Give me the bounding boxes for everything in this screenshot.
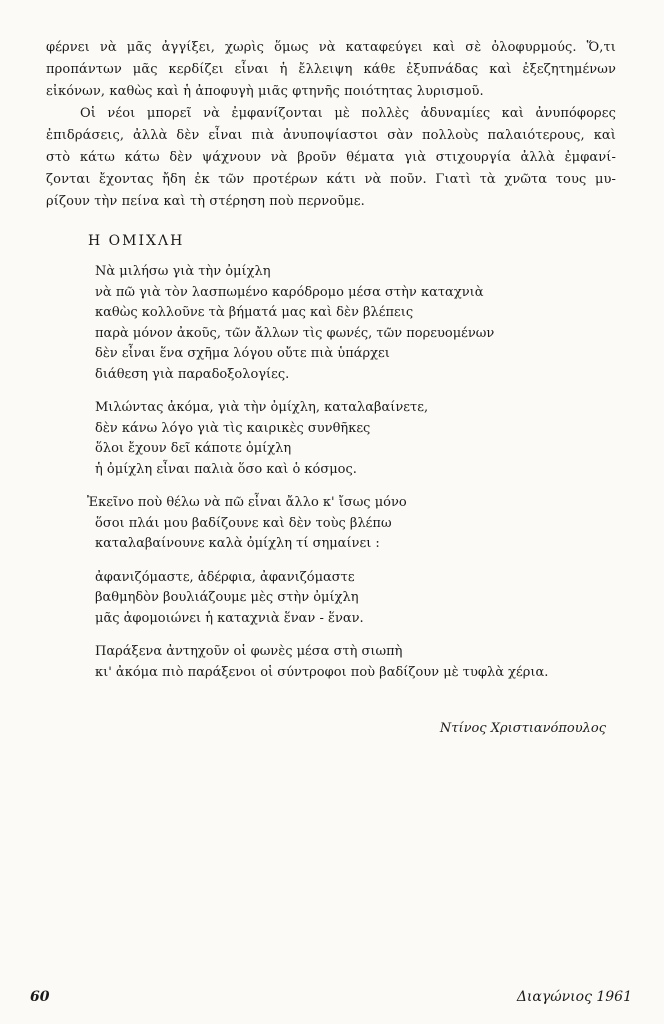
poem-stanza [95, 568, 635, 630]
page-number: 60 [30, 989, 50, 1005]
poem-verse: διάθεση γιὰ παραδοξολογίες. [95, 366, 290, 382]
poem-stanza [87, 493, 635, 555]
poem-stanza [95, 398, 635, 480]
prose-line: φέρνει νὰ μᾶς ἀγγίξει, χωρὶς ὅμως νὰ καταφεύγει καὶ σὲ ὀλοφυρμούς. Ὅ,τι [46, 40, 616, 55]
poem-verse: Νὰ μιλήσω γιὰ τὴν ὀμίχλη [95, 264, 271, 279]
poem-author: Ντίνος Χριστιανόπουλος [439, 721, 606, 736]
poem-verse: παρὰ μόνον ἀκοῦς, τῶν ἄλλων τὶς φωνές, τῶν πορευομένων [95, 325, 495, 341]
poem-stanza [95, 642, 635, 683]
poem-verse: καθὼς κολλοῦνε τὰ βήματά μας καὶ δὲν βλέπεις [95, 305, 414, 320]
poem-verse: δὲν κάνω λόγο γιὰ τὶς καιρικὲς συνθῆκες [95, 420, 371, 436]
prose-paragraphs [46, 37, 616, 213]
poem-verse: ἀφανιζόμαστε, ἀδέρφια, ἀφανιζόμαστε [95, 569, 355, 585]
poem-body [87, 262, 635, 696]
prose-line: Οἱ νέοι μπορεῖ νὰ ἐμφανίζονται μὲ πολλὲς ἀδυναμίες καὶ ἀνυπόφορες [80, 106, 616, 121]
prose-line: ζονται ἔχοντας ἤδη ἐκ τῶν προτέρων κάτι νὰ ποῦν. Γιατὶ τὰ χνῶτα τους μυ- [46, 172, 616, 187]
poem-verse: νὰ πῶ γιὰ τὸν λασπωμένο καρόδρομο μέσα στὴν καταχνιὰ [95, 284, 484, 300]
poem-verse: ὅσοι πλάι μου βαδίζουνε καὶ δὲν τοὺς βλέπω [95, 515, 392, 531]
poem-verse: μᾶς ἀφομοιώνει ἡ καταχνιὰ ἕναν - ἕναν. [95, 610, 364, 626]
poem-verse: καταλαβαίνουνε καλὰ ὀμίχλη τί σημαίνει : [95, 536, 380, 551]
poem-verse: ἡ ὀμίχλη εἶναι παλιὰ ὅσο καὶ ὁ κόσμος. [95, 461, 357, 477]
poem-verse: βαθμηδὸν βουλιάζουμε μὲς στὴν ὀμίχλη [95, 590, 359, 605]
prose-line: στὸ κάτω κάτω δὲν ψάχνουν νὰ βροῦν θέματα γιὰ στιχουργία ἀλλὰ ἐμφανί- [46, 150, 616, 165]
poem-verse: Ἐκεῖνο ποὺ θέλω νὰ πῶ εἶναι ἄλλο κ' ἴσως μόνο [87, 495, 407, 510]
prose-line: εἰκόνων, καθὼς καὶ ἡ ἀποφυγὴ μιᾶς φτηνῆς ποιότητας λυρισμοῦ. [46, 84, 484, 99]
prose-line: προπάντων μᾶς κερδίζει εἶναι ἡ ἔλλειψη κάθε ἐξυπνάδας καὶ ἐξεζητημένων [46, 62, 616, 77]
poem-verse: Μιλώντας ἀκόμα, γιὰ τὴν ὀμίχλη, καταλαβαίνετε, [95, 400, 429, 415]
prose-line: ρίζουν τὴν πείνα καὶ τὴ στέρηση ποὺ περνοῦμε. [46, 194, 365, 209]
journal-name: Διαγώνιος 1961 [516, 989, 632, 1005]
poem-title: Η ΟΜΙΧΛΗ [88, 233, 185, 249]
poem-stanza [95, 262, 635, 385]
poem-verse: δὲν εἶναι ἕνα σχῆμα λόγου οὔτε πιὰ ὑπάρχει [95, 346, 390, 361]
prose-line: ἐπιδράσεις, ἀλλὰ δὲν εἶναι πιὰ ἀνυποψίαστοι σὰν πολλοὺς παλαιότερους, καὶ [46, 128, 616, 143]
poem-verse: κι' ἀκόμα πιὸ παράξενοι οἱ σύντροφοι ποὺ βαδίζουν μὲ τυφλὰ χέρια. [95, 664, 549, 680]
poem-verse: ὅλοι ἔχουν δεῖ κάποτε ὀμίχλη [95, 441, 292, 456]
poem-verse: Παράξενα ἀντηχοῦν οἱ φωνὲς μέσα στὴ σιωπὴ [95, 644, 403, 659]
